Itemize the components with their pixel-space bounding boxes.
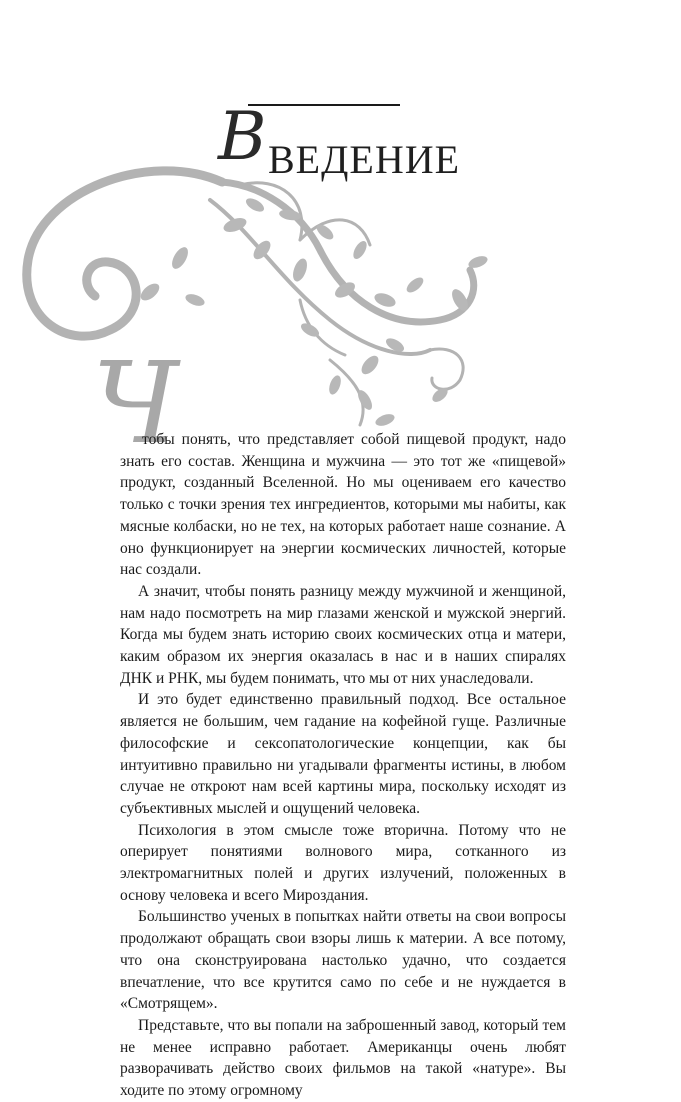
paragraph: тобы понять, что представляет собой пищевой продукт, надо знать его состав. Женщина и мужчина — это тот же «пищевой» продукт, созданный Вселенной. Но мы оцениваем его качество только с точки зрения тех ингредиентов, которыми мы набиты, как мясные колбаски, но не тех, на которых работает наше сознание. А оно функционирует на энергии космических личностей, которые нас создали. xyxy=(120,431,566,579)
body-text xyxy=(120,429,566,1102)
paragraph: Представьте, что вы попали на заброшенный завод, который тем не менее исправно работает. Американцы очень любят разворачивать действо своих фильмов на такой «натуре». Вы ходите по этому огромному xyxy=(120,1016,566,1100)
drop-cap: Ч xyxy=(92,339,179,469)
title-initial-letter: В xyxy=(218,98,267,175)
paragraph: Психология в этом смысле тоже вторична. Потому что не оперирует понятиями волнового мира, сотканного из электромагнитных полей и других излучений, положенных в основу человека и всего Мироздания. xyxy=(120,821,566,904)
paragraph: Большинство ученых в попытках найти ответы на свои вопросы продолжают обращать свои взоры лишь к материи. А все потому, что она сконструирована настолько удачно, что создается впечатление, что все крутится само по себе и не нуждается в «Смотрящем». xyxy=(120,908,566,1013)
paragraph: А значит, чтобы понять разницу между мужчиной и женщиной, нам надо посмотреть на мир глазами женской и мужской энергий. Когда мы будем знать историю своих космических отца и матери, каким образом их энергия оказалась в нас и в наших спиралях ДНК и РНК, мы будем понимать, что мы от них унаследовали. xyxy=(120,582,566,687)
page-title xyxy=(218,98,478,190)
title-rule xyxy=(248,104,400,106)
paragraph: И это будет единственно правильный подход. Все остальное является не большим, чем гадание на кофейной гуще. Различные философские и сексопатологические концепции, как бы интуитивно правильно ни угадывали фрагменты истины, в любом случае не откроют нам всей картины мира, поскольку исходят из субъективных мыслей и ощущений человека. xyxy=(120,691,566,817)
title-text: ВЕДЕНИЕ xyxy=(268,137,461,182)
